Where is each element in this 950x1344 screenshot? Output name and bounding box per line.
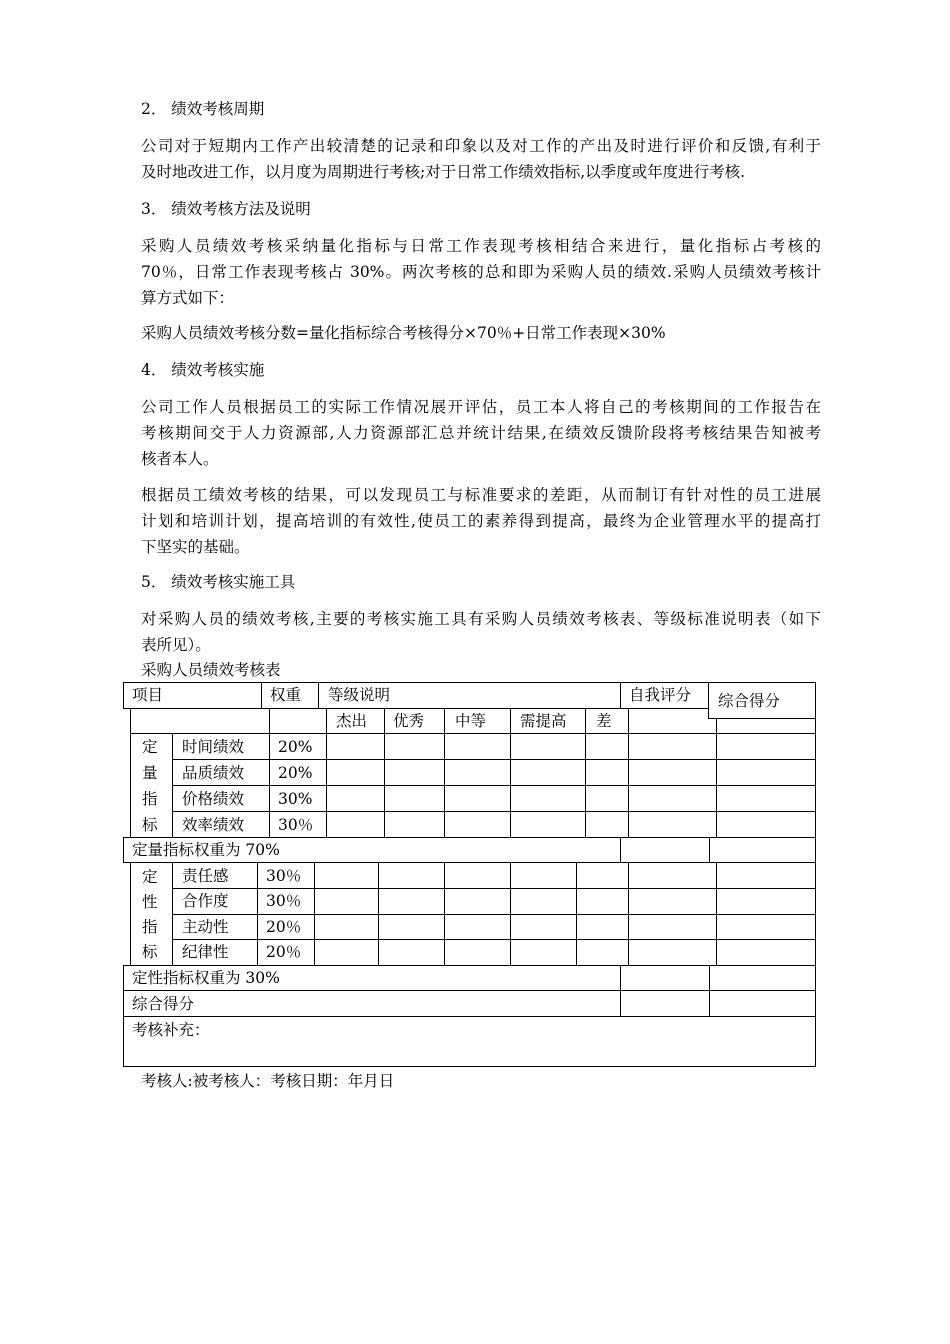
table-divider <box>815 733 816 837</box>
qual-item-weight: 20％ <box>266 918 302 936</box>
table-divider <box>130 863 131 965</box>
table-divider <box>510 709 511 733</box>
header-grade-desc: 等级说明 <box>328 686 391 704</box>
header-weight: 权重 <box>270 686 302 704</box>
table-divider <box>130 709 131 733</box>
section-2-paragraph <box>141 133 821 185</box>
table-divider <box>585 709 586 733</box>
table-divider <box>620 990 621 1017</box>
section-2-line: 公司对于短期内工作产出较清楚的记录和印象以及对工作的产出及时进行评价和反馈,有利于 <box>141 137 821 155</box>
qual-item-name: 责任感 <box>182 867 229 885</box>
table-divider <box>620 837 621 863</box>
grade-label: 差 <box>596 712 612 730</box>
quant-item-weight: 20% <box>278 764 313 782</box>
quant-item-weight: 20% <box>278 738 313 756</box>
table-divider <box>444 709 445 733</box>
qual-group-char: 标 <box>142 943 158 961</box>
qual-group-char: 指 <box>142 918 158 936</box>
notes-row <box>123 1016 816 1067</box>
section-4-line: 计划和培训计划，提高培训的有效性,使员工的素养得到提高，最终为企业管理水平的提高打 <box>141 512 821 530</box>
notes-label: 考核补充： <box>132 1021 210 1039</box>
qual-item-name: 合作度 <box>182 892 229 910</box>
qual-item-name: 纪律性 <box>182 943 229 961</box>
section-3-formula: 采购人员绩效考核分数=量化指标综合考核得分×70％+日常工作表现×30% <box>141 324 666 342</box>
section-3-line: 算方式如下： <box>141 289 235 307</box>
table-divider <box>815 863 816 965</box>
qual-item-weight: 30％ <box>266 867 302 885</box>
section-5-line: 表所见）。 <box>141 636 211 654</box>
table-divider <box>716 719 717 733</box>
grade-label: 优秀 <box>393 712 425 730</box>
section-2-line: 及时地改进工作，以月度为周期进行考核;对于日常工作绩效指标,以季度或年度进行考核. <box>141 163 746 181</box>
quant-group-char: 量 <box>142 764 158 782</box>
table-divider <box>318 682 319 709</box>
section-3-paragraph <box>141 233 821 311</box>
table-rule <box>172 785 815 786</box>
section-5-line: 对采购人员的绩效考核,主要的考核实施工具有采购人员绩效考核表、等级标准说明表（如下 <box>141 610 821 628</box>
table-rule <box>130 733 816 734</box>
qual-group-char: 性 <box>142 893 158 911</box>
table-header-row <box>123 682 709 709</box>
quant-item-name: 价格绩效 <box>182 790 245 808</box>
section-5-title: 5． 绩效考核实施工具 <box>141 573 296 591</box>
table-divider <box>709 965 710 991</box>
table-divider <box>269 709 270 733</box>
table-divider <box>815 719 816 733</box>
table-rule <box>172 759 815 760</box>
qual-item-name: 主动性 <box>182 918 229 936</box>
table-caption: 采购人员绩效考核表 <box>141 661 281 679</box>
qual-summary-label: 定性指标权重为 30% <box>132 969 280 987</box>
section-3-line: 70％，日常工作表现考核占 30%。两次考核的总和即为采购人员的绩效.采购人员绩效考核计 <box>141 263 821 281</box>
quant-item-name: 品质绩效 <box>182 764 245 782</box>
table-divider <box>130 733 131 837</box>
table-divider <box>620 682 621 709</box>
overall-score-label: 综合得分 <box>132 995 195 1013</box>
table-rule <box>172 811 815 812</box>
section-4-line: 公司工作人员根据员工的实际工作情况展开评估，员工本人将自己的考核期间的工作报告在 <box>141 398 821 416</box>
section-4-paragraph-2 <box>141 482 821 560</box>
qual-group-char: 定 <box>142 868 158 886</box>
header-total-score: 综合得分 <box>718 692 781 710</box>
section-5-paragraph <box>141 606 821 658</box>
quant-item-weight: 30% <box>278 790 313 808</box>
table-divider <box>709 837 710 863</box>
section-3-title: 3． 绩效考核方法及说明 <box>141 200 311 218</box>
quant-item-name: 效率绩效 <box>182 816 245 834</box>
quant-group-char: 标 <box>142 816 158 834</box>
header-self-score: 自我评分 <box>629 686 692 704</box>
section-4-line: 下坚实的基础。 <box>141 538 250 556</box>
header-item: 项目 <box>132 686 164 704</box>
section-4-line: 考核期间交于人力资源部,人力资源部汇总并统计结果,在绩效反馈阶段将考核结果告知被考 <box>141 424 821 442</box>
table-divider <box>628 709 629 733</box>
table-divider <box>261 682 262 709</box>
qual-item-weight: 30％ <box>266 892 302 910</box>
table-divider <box>709 990 710 1017</box>
section-4-line: 核者本人。 <box>141 450 219 468</box>
quant-item-weight: 30％ <box>278 816 314 834</box>
section-3-line: 采购人员绩效考核采纳量化指标与日常工作表现考核相结合来进行，量化指标占考核的 <box>141 237 821 255</box>
quant-item-name: 时间绩效 <box>182 738 245 756</box>
section-2-title: 2． 绩效考核周期 <box>141 100 265 118</box>
grade-label: 需提高 <box>520 712 567 730</box>
grade-label: 中等 <box>455 712 487 730</box>
quant-group-char: 指 <box>142 790 158 808</box>
table-divider <box>326 709 327 733</box>
section-4-paragraph-1 <box>141 394 821 472</box>
quant-summary-label: 定量指标权重为 70% <box>132 841 280 859</box>
section-4-line: 根据员工绩效考核的结果，可以发现员工与标准要求的差距，从而制订有针对性的员工进展 <box>141 486 821 504</box>
table-divider <box>620 965 621 991</box>
quant-group-char: 定 <box>142 738 158 756</box>
overall-score-row <box>123 990 816 1017</box>
section-4-title: 4． 绩效考核实施 <box>141 361 265 379</box>
table-divider <box>384 709 385 733</box>
qual-item-weight: 20％ <box>266 943 302 961</box>
grade-label: 杰出 <box>336 712 368 730</box>
signature-line: 考核人:被考核人：考核日期：年月日 <box>141 1072 395 1090</box>
